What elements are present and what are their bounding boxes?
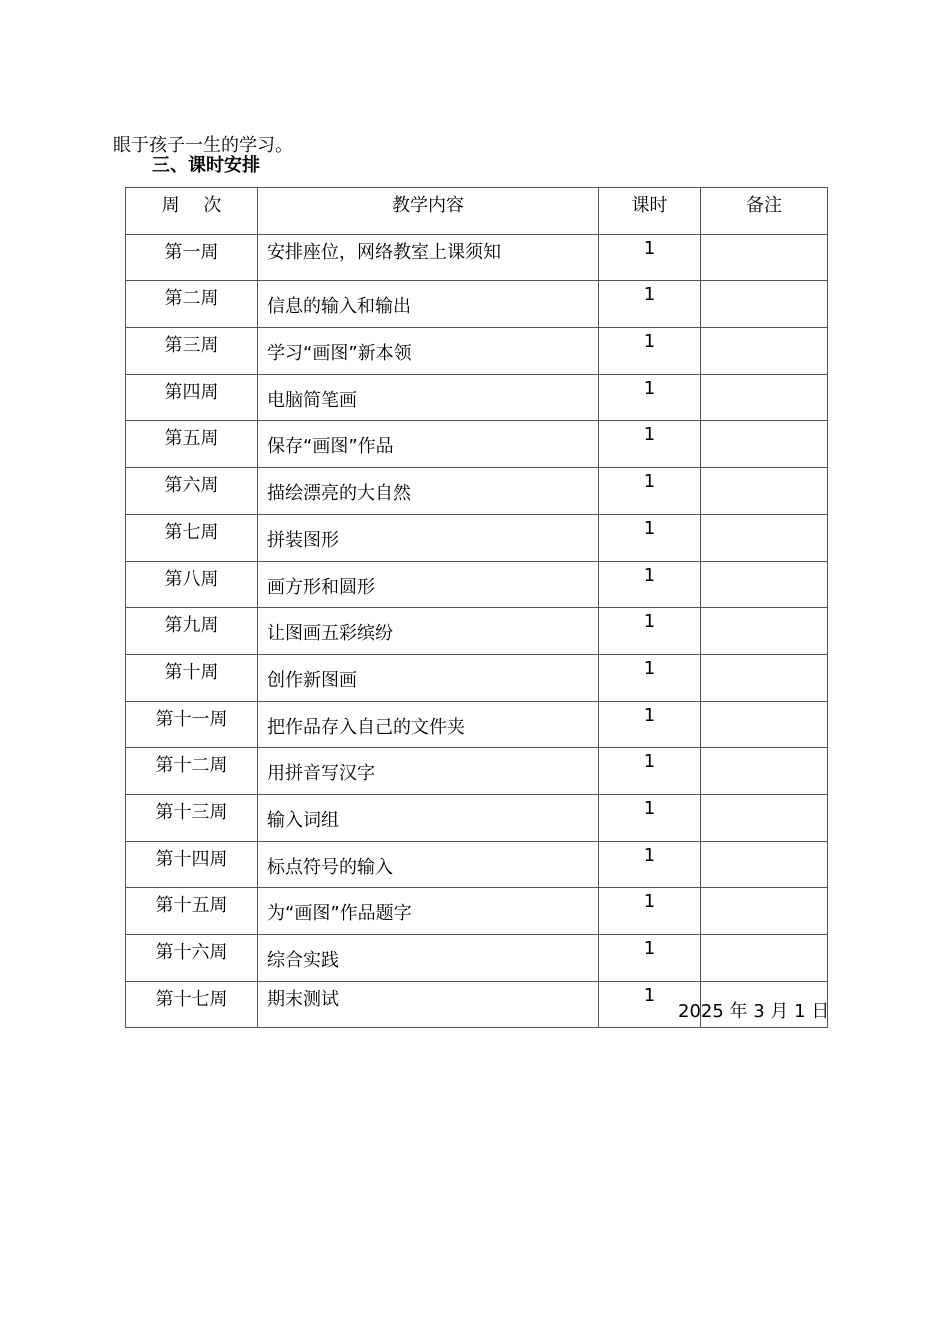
notes-cell xyxy=(701,421,828,468)
intro-text: 眼于孩子一生的学习。 xyxy=(113,135,293,156)
content-cell xyxy=(258,468,599,515)
notes-cell xyxy=(701,374,828,421)
content-text: 输入词组 xyxy=(267,809,339,831)
notes-cell xyxy=(701,701,828,748)
content-cell xyxy=(258,608,599,655)
hours-cell: 1 xyxy=(599,468,701,515)
notes-cell xyxy=(701,888,828,935)
content-cell xyxy=(258,654,599,701)
week-cell: 第十六周 xyxy=(126,935,258,982)
table-row xyxy=(126,888,828,935)
hours-cell: 1 xyxy=(599,514,701,561)
notes-cell xyxy=(701,935,828,982)
table-row xyxy=(126,468,828,515)
week-cell: 第十周 xyxy=(126,654,258,701)
content-text: 用拼音写汉字 xyxy=(267,763,375,785)
table-row xyxy=(126,841,828,888)
notes-cell xyxy=(701,561,828,608)
week-cell: 第四周 xyxy=(126,374,258,421)
hours-cell: 1 xyxy=(599,328,701,375)
week-cell: 第十四周 xyxy=(126,841,258,888)
week-cell: 第一周 xyxy=(126,234,258,281)
week-cell: 第八周 xyxy=(126,561,258,608)
content-text: 学习“画图”新本领 xyxy=(267,343,412,365)
table-row xyxy=(126,935,828,982)
content-cell xyxy=(258,281,599,328)
notes-cell xyxy=(701,748,828,795)
notes-cell xyxy=(701,841,828,888)
notes-cell xyxy=(701,281,828,328)
notes-cell xyxy=(701,514,828,561)
table-row xyxy=(126,421,828,468)
table-row xyxy=(126,608,828,655)
content-text: 描绘漂亮的大自然 xyxy=(267,483,411,505)
header-week: 周 次 xyxy=(126,188,258,235)
content-text: 让图画五彩缤纷 xyxy=(267,623,393,645)
header-notes: 备注 xyxy=(701,188,828,235)
content-text: 电脑简笔画 xyxy=(267,389,357,411)
table-row xyxy=(126,748,828,795)
notes-cell xyxy=(701,608,828,655)
hours-cell: 1 xyxy=(599,281,701,328)
hours-cell: 1 xyxy=(599,888,701,935)
hours-cell: 1 xyxy=(599,748,701,795)
hours-cell: 1 xyxy=(599,701,701,748)
content-cell xyxy=(258,794,599,841)
content-cell xyxy=(258,514,599,561)
content-cell xyxy=(258,888,599,935)
table-header-row xyxy=(126,188,828,235)
table-row xyxy=(126,234,828,281)
content-cell xyxy=(258,841,599,888)
hours-cell: 1 xyxy=(599,374,701,421)
table-row xyxy=(126,794,828,841)
table-row xyxy=(126,654,828,701)
content-text: 安排座位，网络教室上课须知 xyxy=(267,241,501,263)
week-cell: 第七周 xyxy=(126,514,258,561)
document-date: 2025 年 3 月 1 日 xyxy=(678,1001,830,1022)
notes-cell xyxy=(701,328,828,375)
content-cell xyxy=(258,561,599,608)
week-cell: 第二周 xyxy=(126,281,258,328)
table-row xyxy=(126,561,828,608)
content-cell xyxy=(258,234,599,281)
content-text: 标点符号的输入 xyxy=(267,856,393,878)
content-text: 综合实践 xyxy=(267,950,339,971)
content-cell xyxy=(258,328,599,375)
content-text: 画方形和圆形 xyxy=(267,576,375,598)
week-cell: 第九周 xyxy=(126,608,258,655)
content-cell xyxy=(258,421,599,468)
table-row xyxy=(126,281,828,328)
content-text: 拼装图形 xyxy=(267,529,339,551)
notes-cell xyxy=(701,794,828,841)
content-cell xyxy=(258,701,599,748)
content-text: 把作品存入自己的文件夹 xyxy=(267,716,465,738)
content-text: 信息的输入和输出 xyxy=(267,296,411,318)
content-text: 为“画图”作品题字 xyxy=(267,903,412,925)
content-cell xyxy=(258,935,599,982)
hours-cell: 1 xyxy=(599,234,701,281)
content-cell xyxy=(258,374,599,421)
table-row xyxy=(126,514,828,561)
content-text: 保存“画图”作品 xyxy=(267,436,394,458)
notes-cell xyxy=(701,468,828,515)
hours-cell: 1 xyxy=(599,608,701,655)
week-cell: 第十二周 xyxy=(126,748,258,795)
table-row xyxy=(126,701,828,748)
hours-cell: 1 xyxy=(599,561,701,608)
week-cell: 第十五周 xyxy=(126,888,258,935)
hours-cell: 1 xyxy=(599,421,701,468)
header-content: 教学内容 xyxy=(258,188,599,235)
hours-cell: 1 xyxy=(599,841,701,888)
hours-cell: 1 xyxy=(599,935,701,982)
content-text: 期末测试 xyxy=(267,988,339,1010)
hours-cell: 1 xyxy=(599,794,701,841)
section-heading: 三、课时安排 xyxy=(152,155,260,176)
schedule-table xyxy=(125,187,828,1028)
notes-cell xyxy=(701,654,828,701)
table-row xyxy=(126,328,828,375)
content-cell xyxy=(258,748,599,795)
week-cell: 第五周 xyxy=(126,421,258,468)
content-cell xyxy=(258,981,599,1028)
week-cell: 第十七周 xyxy=(126,981,258,1028)
hours-cell: 1 xyxy=(599,981,701,1028)
notes-cell xyxy=(701,234,828,281)
week-cell: 第十三周 xyxy=(126,794,258,841)
week-cell: 第十一周 xyxy=(126,701,258,748)
content-text: 创作新图画 xyxy=(267,669,357,691)
week-cell: 第六周 xyxy=(126,468,258,515)
hours-cell: 1 xyxy=(599,654,701,701)
table-row xyxy=(126,374,828,421)
header-hours: 课时 xyxy=(599,188,701,235)
week-cell: 第三周 xyxy=(126,328,258,375)
